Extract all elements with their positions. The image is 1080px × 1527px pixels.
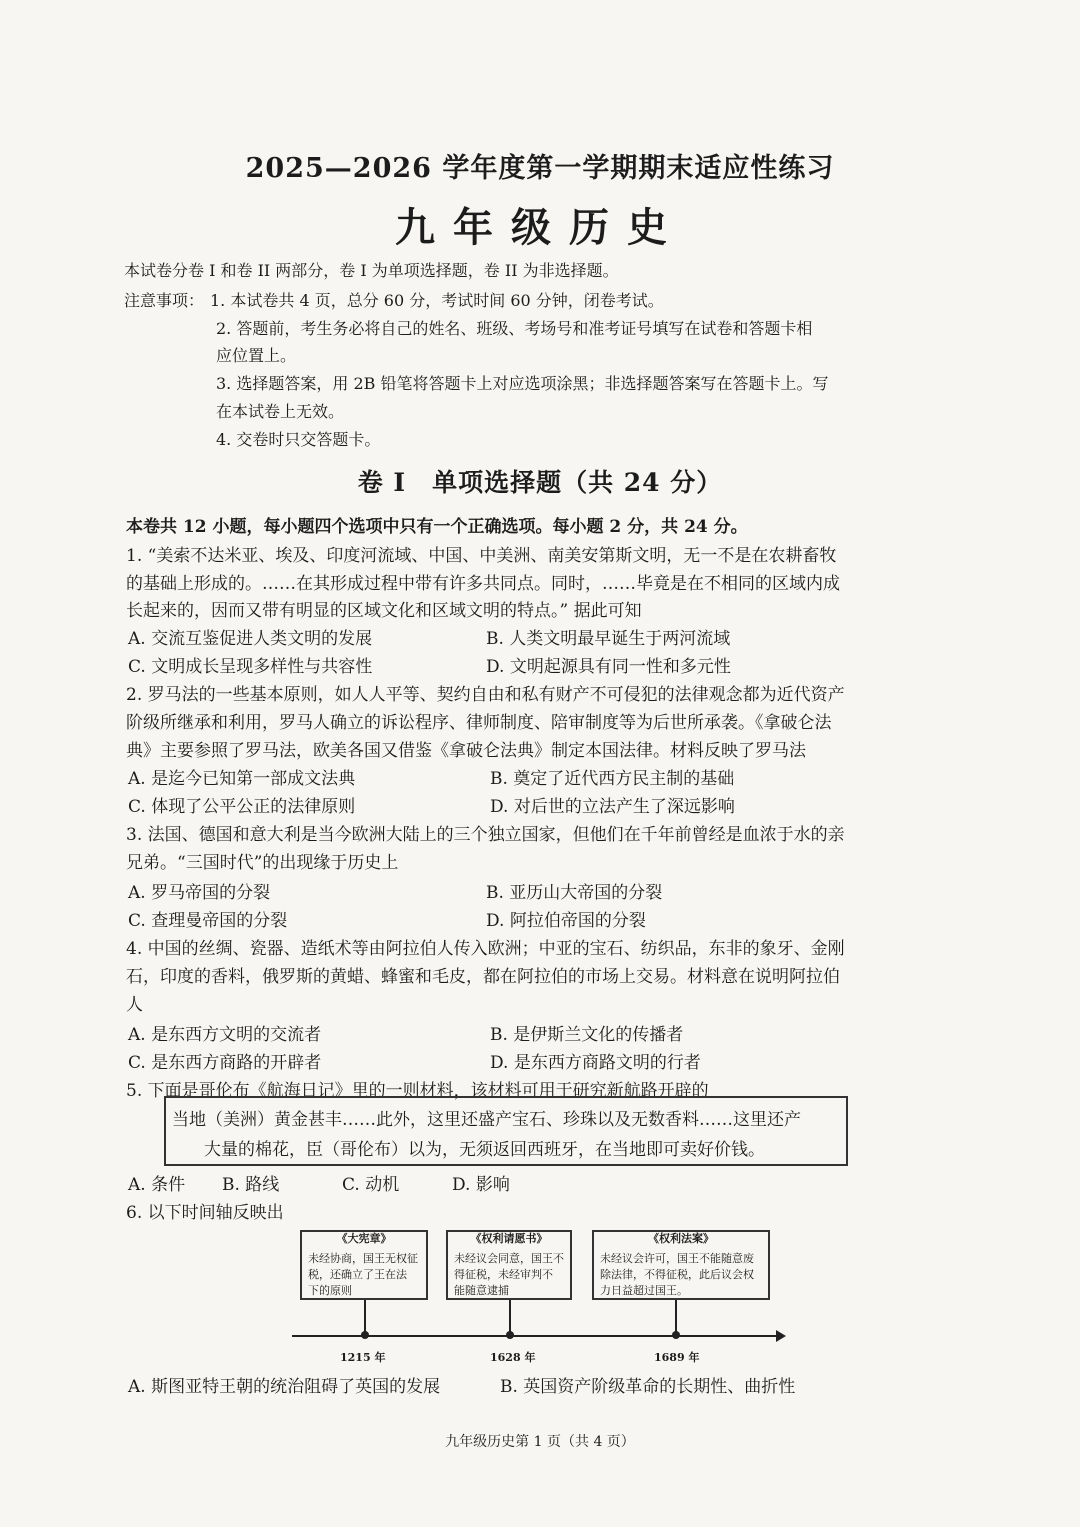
- timeline-year-3: 1689 年: [654, 1351, 700, 1364]
- timeline-arrow-icon: [776, 1330, 786, 1342]
- q5-option-b: B. 路线: [222, 1175, 280, 1195]
- timeline-box-petition-of-right: [446, 1230, 572, 1300]
- q4-line-3: 人: [126, 995, 143, 1015]
- exam-year-title: 2025—2026 学年度第一学期期末适应性练习: [245, 153, 835, 184]
- timeline-box-magna-carta: [300, 1230, 428, 1300]
- q4-line-1: 4. 中国的丝绸、瓷器、造纸术等由阿拉伯人传入欧洲；中亚的宝石、纺织品，东非的象牙、金刚: [126, 939, 845, 959]
- timeline-marker-3: [672, 1331, 680, 1339]
- q3-option-d: D. 阿拉伯帝国的分裂: [486, 911, 646, 931]
- note-1: 1. 本试卷共 4 页，总分 60 分，考试时间 60 分钟，闭卷考试。: [210, 291, 664, 310]
- q2-line-2: 阶级所继承和利用，罗马人确立的诉讼程序、律师制度、陪审制度等为后世所承袭。《拿破仑法: [126, 713, 832, 733]
- q3-line-1: 3. 法国、德国和意大利是当今欧洲大陆上的三个独立国家，但他们在千年前曾经是血浓于水的亲: [126, 825, 845, 845]
- q2-option-d: D. 对后世的立法产生了深远影响: [490, 797, 735, 817]
- q4-option-a: A. 是东西方文明的交流者: [128, 1025, 322, 1045]
- q6-option-b: B. 英国资产阶级革命的长期性、曲折性: [500, 1377, 796, 1397]
- q1-line-1: 1. “美索不达米亚、埃及、印度河流域、中国、中美洲、南美安第斯文明，无一不是在农耕畜牧: [126, 546, 837, 566]
- timeline-marker-1: [361, 1331, 369, 1339]
- timeline-box-1-line-3: 下的原则: [308, 1284, 352, 1297]
- q5-option-a: A. 条件: [128, 1175, 186, 1195]
- page-footer: 九年级历史第 1 页（共 4 页）: [445, 1434, 635, 1450]
- timeline-box-3-line-3: 力日益超过国王。: [600, 1284, 688, 1297]
- section-description: 本卷共 12 小题，每小题四个选项中只有一个正确选项。每小题 2 分，共 24 分。: [126, 517, 748, 537]
- timeline-connector-1: [364, 1300, 366, 1335]
- section-title: 卷 I 单项选择题（共 24 分）: [357, 468, 723, 497]
- q2-line-1: 2. 罗马法的一些基本原则，如人人平等、契约自由和私有财产不可侵犯的法律观念都为近代资产: [126, 685, 845, 705]
- q4-option-b: B. 是伊斯兰文化的传播者: [490, 1025, 684, 1045]
- q4-line-2: 石，印度的香料，俄罗斯的黄蜡、蜂蜜和毛皮，都在阿拉伯的市场上交易。材料意在说明阿拉伯: [126, 967, 840, 987]
- timeline-box-2-line-2: 得征税，未经审判不: [454, 1268, 553, 1281]
- notes-label: 注意事项：: [124, 291, 205, 310]
- q4-option-d: D. 是东西方商路文明的行者: [490, 1053, 701, 1073]
- timeline-box-2-title: 《权利请愿书》: [470, 1232, 548, 1245]
- timeline-box-1-title: 《大宪章》: [336, 1232, 392, 1245]
- timeline-connector-3: [675, 1300, 677, 1335]
- q1-line-3: 长起来的，因而又带有明显的区域文化和区域文明的特点。” 据此可知: [126, 601, 642, 621]
- timeline-box-2-line-1: 未经议会同意，国王不: [454, 1252, 564, 1265]
- q5-quote-line-2: 大量的棉花，臣（哥伦布）以为，无须返回西班牙，在当地即可卖好价钱。: [204, 1140, 765, 1160]
- q5-option-d: D. 影响: [452, 1175, 510, 1195]
- timeline-box-2-line-3: 能随意逮捕: [454, 1284, 509, 1297]
- q1-option-d: D. 文明起源具有同一性和多元性: [486, 657, 731, 677]
- timeline-box-bill-of-rights: [592, 1230, 770, 1300]
- q6-option-a: A. 斯图亚特王朝的统治阻碍了英国的发展: [128, 1377, 441, 1397]
- q5-option-c: C. 动机: [342, 1175, 400, 1195]
- note-2b: 应位置上。: [216, 346, 297, 365]
- note-3b: 在本试卷上无效。: [216, 402, 345, 421]
- subject-title: 九年级历史: [395, 204, 685, 251]
- timeline-box-3-title: 《权利法案》: [648, 1232, 714, 1245]
- q3-option-a: A. 罗马帝国的分裂: [128, 883, 271, 903]
- q2-option-c: C. 体现了公平公正的法律原则: [128, 797, 356, 817]
- timeline-marker-2: [506, 1331, 514, 1339]
- q3-option-c: C. 查理曼帝国的分裂: [128, 911, 288, 931]
- q2-option-b: B. 奠定了近代西方民主制的基础: [490, 769, 735, 789]
- timeline-year-1: 1215 年: [340, 1351, 386, 1364]
- note-4: 4. 交卷时只交答题卡。: [216, 430, 381, 449]
- q6-line-1: 6. 以下时间轴反映出: [126, 1203, 284, 1223]
- q5-quote-box: [164, 1096, 848, 1166]
- q3-line-2: 兄弟。“三国时代”的出现缘于历史上: [126, 853, 399, 873]
- q2-option-a: A. 是迄今已知第一部成文法典: [128, 769, 356, 789]
- q1-option-c: C. 文明成长呈现多样性与共容性: [128, 657, 373, 677]
- timeline-box-1-line-1: 未经协商，国王无权征: [308, 1252, 418, 1265]
- q4-option-c: C. 是东西方商路的开辟者: [128, 1053, 322, 1073]
- q1-option-a: A. 交流互鉴促进人类文明的发展: [128, 629, 373, 649]
- q5-line-1: 5. 下面是哥伦布《航海日记》里的一则材料，该材料可用于研究新航路开辟的: [126, 1081, 709, 1101]
- timeline-box-3-line-2: 除法律，不得征税，此后议会权: [600, 1268, 754, 1281]
- q1-line-2: 的基础上形成的。……在其形成过程中带有许多共同点。同时，……毕竟是在不相同的区域内成: [126, 574, 840, 594]
- timeline-box-1-line-2: 税，还确立了王在法: [308, 1268, 407, 1281]
- timeline-connector-2: [509, 1300, 511, 1335]
- q3-option-b: B. 亚历山大帝国的分裂: [486, 883, 663, 903]
- q2-line-3: 典》主要参照了罗马法，欧美各国又借鉴《拿破仑法典》制定本国法律。材料反映了罗马法: [126, 741, 806, 761]
- timeline-year-2: 1628 年: [490, 1351, 536, 1364]
- note-3a: 3. 选择题答案，用 2B 铅笔将答题卡上对应选项涂黑；非选择题答案写在答题卡上。写: [216, 374, 829, 393]
- exam-intro: 本试卷分卷 I 和卷 II 两部分，卷 I 为单项选择题，卷 II 为非选择题。: [124, 261, 619, 280]
- note-2a: 2. 答题前，考生务必将自己的姓名、班级、考场号和准考证号填写在试卷和答题卡相: [216, 319, 813, 338]
- timeline-box-3-line-1: 未经议会许可，国王不能随意废: [600, 1252, 754, 1265]
- q1-option-b: B. 人类文明最早诞生于两河流域: [486, 629, 731, 649]
- q5-quote-line-1: 当地（美洲）黄金甚丰……此外，这里还盛产宝石、珍珠以及无数香料……这里还产: [172, 1110, 801, 1130]
